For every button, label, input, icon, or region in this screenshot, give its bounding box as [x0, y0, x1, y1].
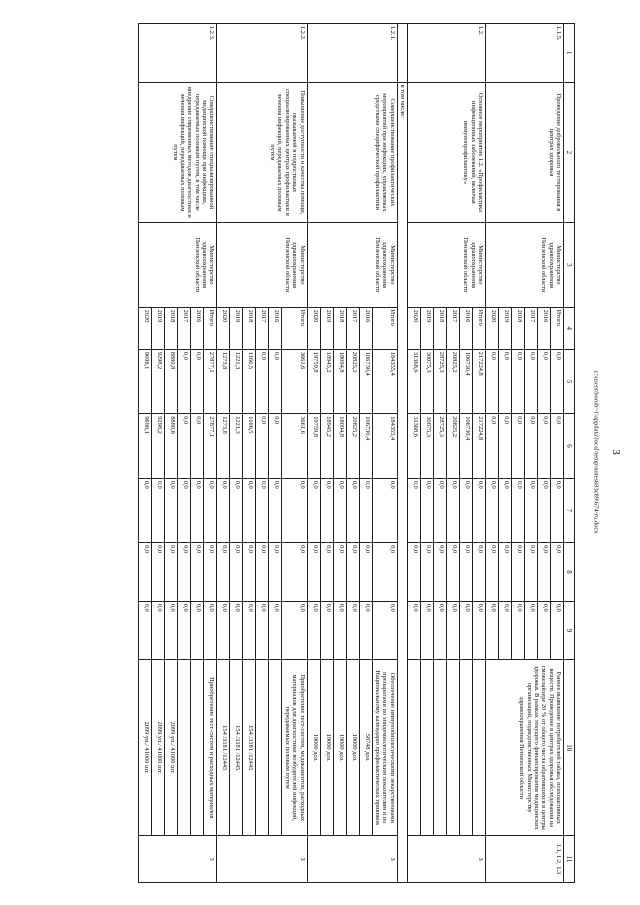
total-funding-cell: 0,0: [511, 349, 524, 413]
other-sources-cell: 0,0: [446, 601, 459, 660]
other-sources-cell: 0,0: [191, 601, 204, 660]
regional-budget-cell: 3661,6: [282, 413, 307, 477]
regional-budget-cell: 28725,3: [433, 413, 446, 477]
federal-budget-cell: 0,0: [282, 478, 307, 542]
total-funding-cell: 20825,2: [446, 349, 459, 413]
regional-budget-cell: 9298,2: [152, 413, 165, 477]
total-funding-cell: 9698,1: [139, 349, 152, 413]
expected-result: Обеспечение иммунобиологическими лекарственными препаратами по эпидемиологическим показателям и по Национальному календарю профилактических прививок: [372, 659, 397, 835]
result-detail: [472, 659, 485, 835]
other-sources-cell: 0,0: [165, 601, 178, 660]
federal-budget-cell: 0,0: [498, 478, 511, 542]
local-budget-cell: 0,0: [346, 542, 359, 601]
activity-name: Основное мероприятие 1.2. «Профилактика инфекционных заболеваний, включая иммунопрофилактику»: [407, 82, 485, 223]
table-row: [472, 23, 485, 882]
other-sources-cell: 0,0: [511, 601, 524, 660]
other-sources-cell: 0,0: [204, 601, 217, 660]
year-cell: 2020: [485, 307, 498, 349]
local-budget-cell: 0,0: [204, 542, 217, 601]
other-sources-cell: 0,0: [333, 601, 346, 660]
result-detail: 154 /3181 /12445: [217, 659, 230, 835]
local-budget-cell: 0,0: [359, 542, 372, 601]
federal-budget-cell: 0,0: [307, 478, 320, 542]
federal-budget-cell: 0,0: [485, 478, 498, 542]
table-row: [372, 23, 397, 882]
activity-executor: Министерство здравоохранения Пензенской области: [485, 222, 563, 306]
federal-budget-cell: 0,0: [191, 478, 204, 542]
result-detail: [256, 659, 269, 835]
indicator-links: 3: [217, 835, 307, 882]
local-budget-cell: 0,0: [459, 542, 472, 601]
local-budget-cell: 0,0: [230, 542, 243, 601]
federal-budget-cell: 0,0: [320, 478, 333, 542]
year-cell: Итого: [282, 307, 307, 349]
total-funding-cell: 0,0: [524, 349, 537, 413]
indicator-links: 3: [307, 835, 397, 882]
regional-budget-cell: 20825,2: [346, 413, 359, 477]
other-sources-cell: 0,0: [359, 601, 372, 660]
activity-executor: Министерство здравоохранения Пензенской области: [139, 222, 217, 306]
year-cell: 2018: [511, 307, 524, 349]
year-cell: 2018: [165, 307, 178, 349]
column-number-2: 2: [563, 82, 574, 223]
year-cell: 2020: [139, 307, 152, 349]
table-body: [139, 23, 564, 882]
expected-result: Приобретение тест-систем и расходных материалов: [204, 659, 217, 835]
other-sources-cell: 0,0: [152, 601, 165, 660]
federal-budget-cell: 0,0: [433, 478, 446, 542]
other-sources-cell: 0,0: [243, 601, 256, 660]
local-budget-cell: 0,0: [485, 542, 498, 601]
table-row: [282, 23, 307, 882]
total-funding-cell: 30075,3: [420, 349, 433, 413]
regional-budget-cell: 0,0: [537, 413, 550, 477]
regional-budget-cell: 0,0: [524, 413, 537, 477]
federal-budget-cell: 0,0: [333, 478, 346, 542]
program-table-container: [65, 23, 575, 883]
regional-budget-cell: 0,0: [485, 413, 498, 477]
result-detail: 2099 уп./ 41000 шт.: [165, 659, 178, 835]
regional-budget-cell: 1166,5: [243, 413, 256, 477]
local-budget-cell: 0,0: [372, 542, 397, 601]
federal-budget-cell: 0,0: [524, 478, 537, 542]
other-sources-cell: 0,0: [282, 601, 307, 660]
federal-budget-cell: 0,0: [407, 478, 420, 542]
total-funding-cell: 18945,2: [320, 349, 333, 413]
other-sources-cell: 0,0: [459, 601, 472, 660]
table-row: [550, 23, 563, 882]
local-budget-cell: 0,0: [550, 542, 563, 601]
total-funding-cell: 0,0: [485, 349, 498, 413]
other-sources-cell: 0,0: [498, 601, 511, 660]
year-cell: 2019: [498, 307, 511, 349]
footer-file-path: c:\users\boroh~1\appdata\local\temp\notes693c89\674-ru.docx: [592, 370, 600, 534]
activity-number: 1.1.5.: [485, 23, 563, 82]
other-sources-cell: 0,0: [320, 601, 333, 660]
year-cell: 2017: [524, 307, 537, 349]
indicator-links: 1.1, 1.2, 1.3: [485, 835, 563, 882]
local-budget-cell: 0,0: [256, 542, 269, 601]
activity-executor: Министерство здравоохранения Пензенской области: [407, 222, 485, 306]
page-number: 3: [610, 449, 622, 455]
total-funding-cell: 18094,8: [333, 349, 346, 413]
column-number-row: [563, 23, 574, 882]
other-sources-cell: 0,0: [537, 601, 550, 660]
federal-budget-cell: 0,0: [139, 478, 152, 542]
year-cell: 2020: [217, 307, 230, 349]
federal-budget-cell: 0,0: [165, 478, 178, 542]
regional-budget-cell: 0,0: [256, 413, 269, 477]
federal-budget-cell: 0,0: [178, 478, 191, 542]
other-sources-cell: 0,0: [256, 601, 269, 660]
local-budget-cell: 0,0: [407, 542, 420, 601]
federal-budget-cell: 0,0: [550, 478, 563, 542]
year-cell: 2017: [256, 307, 269, 349]
column-number-6: 6: [563, 413, 574, 477]
table-subheading-row: [397, 23, 407, 882]
local-budget-cell: 0,0: [282, 542, 307, 601]
local-budget-cell: 0,0: [217, 542, 230, 601]
other-sources-cell: 0,0: [372, 601, 397, 660]
year-cell: 2019: [152, 307, 165, 349]
result-detail: 2099 уп./ 41000 шт.: [139, 659, 152, 835]
federal-budget-cell: 0,0: [446, 478, 459, 542]
local-budget-cell: 0,0: [165, 542, 178, 601]
local-budget-cell: 0,0: [320, 542, 333, 601]
federal-budget-cell: 0,0: [459, 478, 472, 542]
total-funding-cell: 1273,8: [217, 349, 230, 413]
local-budget-cell: 0,0: [472, 542, 485, 601]
federal-budget-cell: 0,0: [537, 478, 550, 542]
local-budget-cell: 0,0: [498, 542, 511, 601]
year-cell: 2016: [359, 307, 372, 349]
year-cell: Итого: [550, 307, 563, 349]
federal-budget-cell: 0,0: [359, 478, 372, 542]
year-cell: 2016: [459, 307, 472, 349]
program-activities-table: [138, 23, 575, 883]
activity-number: 1.2.2.: [217, 23, 307, 82]
federal-budget-cell: 0,0: [152, 478, 165, 542]
other-sources-cell: 0,0: [485, 601, 498, 660]
year-cell: 2017: [446, 307, 459, 349]
total-funding-cell: 27877,1: [204, 349, 217, 413]
result-detail: 2099 уп./ 41000 шт.: [152, 659, 165, 835]
column-number-9: 9: [563, 601, 574, 660]
year-cell: Итого: [372, 307, 397, 349]
table-row: [204, 23, 217, 882]
result-detail: [446, 659, 459, 835]
result-detail: 19000 доз.: [307, 659, 320, 835]
total-funding-cell: 28725,3: [433, 349, 446, 413]
other-sources-cell: 0,0: [550, 601, 563, 660]
local-budget-cell: 0,0: [269, 542, 282, 601]
local-budget-cell: 0,0: [307, 542, 320, 601]
regional-budget-cell: 0,0: [269, 413, 282, 477]
column-number-3: 3: [563, 222, 574, 306]
regional-budget-cell: 30075,3: [420, 413, 433, 477]
regional-budget-cell: 18094,8: [333, 413, 346, 477]
activity-name: Проведение добровольного тестирования в центрах здоровья: [485, 82, 563, 223]
local-budget-cell: 0,0: [446, 542, 459, 601]
other-sources-cell: 0,0: [230, 601, 243, 660]
federal-budget-cell: 0,0: [217, 478, 230, 542]
federal-budget-cell: 0,0: [204, 478, 217, 542]
result-detail: 19000 доз.: [346, 659, 359, 835]
total-funding-cell: 31368,6: [407, 349, 420, 413]
result-detail: [178, 659, 191, 835]
result-detail: [269, 659, 282, 835]
federal-budget-cell: 0,0: [472, 478, 485, 542]
regional-budget-cell: 1221,3: [230, 413, 243, 477]
regional-budget-cell: 8880,8: [165, 413, 178, 477]
total-funding-cell: 0,0: [498, 349, 511, 413]
year-cell: 2016: [269, 307, 282, 349]
local-budget-cell: 0,0: [243, 542, 256, 601]
federal-budget-cell: 0,0: [269, 478, 282, 542]
activity-name: Совершенствование профилактических мероприятий при инфекциях, управляемых средствами специфической профилактики: [307, 82, 397, 223]
result-detail: 154 /3181 /12445: [243, 659, 256, 835]
total-funding-cell: 8880,8: [165, 349, 178, 413]
local-budget-cell: 0,0: [191, 542, 204, 601]
regional-budget-cell: 0,0: [550, 413, 563, 477]
activity-name: Совершенствование специализированной медицинской помощи при инфекциях, передаваемых половым путем, в том числе внедрение современных методов диагностики и лечения инфекций, передаваемых половым путем: [139, 82, 217, 223]
other-sources-cell: 0,0: [472, 601, 485, 660]
column-number-10: 10: [563, 659, 574, 835]
other-sources-cell: 0,0: [420, 601, 433, 660]
regional-budget-cell: 184355,4: [372, 413, 397, 477]
regional-budget-cell: 106730,4: [359, 413, 372, 477]
year-cell: 2020: [307, 307, 320, 349]
regional-budget-cell: 0,0: [511, 413, 524, 477]
expected-result: Приобретение тест-систем, медикаментов, расходных материалов для диагностики возбудителей инфекций, передаваемых половым путем: [282, 659, 307, 835]
column-number-1: 1: [563, 23, 574, 82]
column-number-7: 7: [563, 478, 574, 542]
local-budget-cell: 0,0: [178, 542, 191, 601]
year-cell: 2018: [243, 307, 256, 349]
total-funding-cell: 0,0: [269, 349, 282, 413]
total-funding-cell: 1221,3: [230, 349, 243, 413]
column-number-5: 5: [563, 349, 574, 413]
subheading-text: в том числе:: [397, 82, 407, 882]
year-cell: 2019: [230, 307, 243, 349]
total-funding-cell: 106730,4: [459, 349, 472, 413]
total-funding-cell: 0,0: [178, 349, 191, 413]
total-funding-cell: 20825,2: [346, 349, 359, 413]
total-funding-cell: 3661,6: [282, 349, 307, 413]
activity-name: Повышение доступности и качества помощи, оказываемой в подростковых специализированных центрах профилактики и лечения инфекций, передаваемых половым путем: [217, 82, 307, 223]
year-cell: 2018: [433, 307, 446, 349]
activity-number: 1.2.3.: [139, 23, 217, 82]
year-cell: 2016: [537, 307, 550, 349]
total-funding-cell: 1166,5: [243, 349, 256, 413]
result-detail: 58748 доз.: [359, 659, 372, 835]
result-detail: [407, 659, 420, 835]
regional-budget-cell: 9698,1: [139, 413, 152, 477]
regional-budget-cell: 0,0: [191, 413, 204, 477]
result-detail: [420, 659, 433, 835]
other-sources-cell: 0,0: [139, 601, 152, 660]
other-sources-cell: 0,0: [407, 601, 420, 660]
regional-budget-cell: 0,0: [178, 413, 191, 477]
total-funding-cell: 9298,2: [152, 349, 165, 413]
federal-budget-cell: 0,0: [511, 478, 524, 542]
federal-budget-cell: 0,0: [230, 478, 243, 542]
regional-budget-cell: 20825,2: [446, 413, 459, 477]
year-cell: 2017: [178, 307, 191, 349]
year-cell: 2017: [346, 307, 359, 349]
local-budget-cell: 0,0: [433, 542, 446, 601]
column-number-4: 4: [563, 307, 574, 349]
result-detail: 19000 доз.: [320, 659, 333, 835]
indicator-links: 3: [139, 835, 217, 882]
result-detail: [459, 659, 472, 835]
other-sources-cell: 0,0: [524, 601, 537, 660]
year-cell: Итого: [472, 307, 485, 349]
local-budget-cell: 0,0: [420, 542, 433, 601]
local-budget-cell: 0,0: [511, 542, 524, 601]
result-detail: 19000 доз.: [333, 659, 346, 835]
other-sources-cell: 0,0: [307, 601, 320, 660]
local-budget-cell: 0,0: [139, 542, 152, 601]
local-budget-cell: 0,0: [524, 542, 537, 601]
regional-budget-cell: 19759,8: [307, 413, 320, 477]
indicator-links: 3: [407, 835, 485, 882]
total-funding-cell: 0,0: [191, 349, 204, 413]
federal-budget-cell: 0,0: [256, 478, 269, 542]
activity-executor: Министерство здравоохранения Пензенской области: [307, 222, 397, 306]
total-funding-cell: 0,0: [537, 349, 550, 413]
federal-budget-cell: 0,0: [346, 478, 359, 542]
local-budget-cell: 0,0: [537, 542, 550, 601]
activity-executor: Министерство здравоохранения Пензенской области: [217, 222, 307, 306]
total-funding-cell: 184355,4: [372, 349, 397, 413]
result-detail: [191, 659, 204, 835]
other-sources-cell: 0,0: [346, 601, 359, 660]
federal-budget-cell: 0,0: [372, 478, 397, 542]
regional-budget-cell: 27877,1: [204, 413, 217, 477]
regional-budget-cell: 106730,4: [459, 413, 472, 477]
activity-number: 1.2.: [407, 23, 485, 82]
result-detail: [433, 659, 446, 835]
other-sources-cell: 0,0: [217, 601, 230, 660]
year-cell: 2019: [420, 307, 433, 349]
total-funding-cell: 106730,4: [359, 349, 372, 413]
other-sources-cell: 0,0: [433, 601, 446, 660]
expected-result: Раннее выявление потребителей табака, психоактивных веществ. Проведение в центрах здоровья обследования на смокелайзере 20 % от общего числа обратившихся в центры здоровья. В рамках текущего финансирования медицинских организаций, подведомственных Министерству здравоохранения Пензенской области: [485, 659, 563, 835]
row-number: [397, 23, 407, 82]
regional-budget-cell: 1273,8: [217, 413, 230, 477]
year-cell: Итого: [204, 307, 217, 349]
column-number-11: 11: [563, 835, 574, 882]
total-funding-cell: 217224,8: [472, 349, 485, 413]
year-cell: 2016: [191, 307, 204, 349]
year-cell: 2020: [407, 307, 420, 349]
result-detail: 154 /3181 /12445: [230, 659, 243, 835]
other-sources-cell: 0,0: [269, 601, 282, 660]
year-cell: 2019: [320, 307, 333, 349]
local-budget-cell: 0,0: [333, 542, 346, 601]
local-budget-cell: 0,0: [152, 542, 165, 601]
other-sources-cell: 0,0: [178, 601, 191, 660]
column-number-8: 8: [563, 542, 574, 601]
federal-budget-cell: 0,0: [420, 478, 433, 542]
federal-budget-cell: 0,0: [243, 478, 256, 542]
total-funding-cell: 0,0: [550, 349, 563, 413]
activity-number: 1.2.1.: [307, 23, 397, 82]
regional-budget-cell: 217224,8: [472, 413, 485, 477]
regional-budget-cell: 18945,2: [320, 413, 333, 477]
total-funding-cell: 19759,8: [307, 349, 320, 413]
regional-budget-cell: 0,0: [498, 413, 511, 477]
total-funding-cell: 0,0: [256, 349, 269, 413]
regional-budget-cell: 31368,6: [407, 413, 420, 477]
year-cell: 2018: [333, 307, 346, 349]
